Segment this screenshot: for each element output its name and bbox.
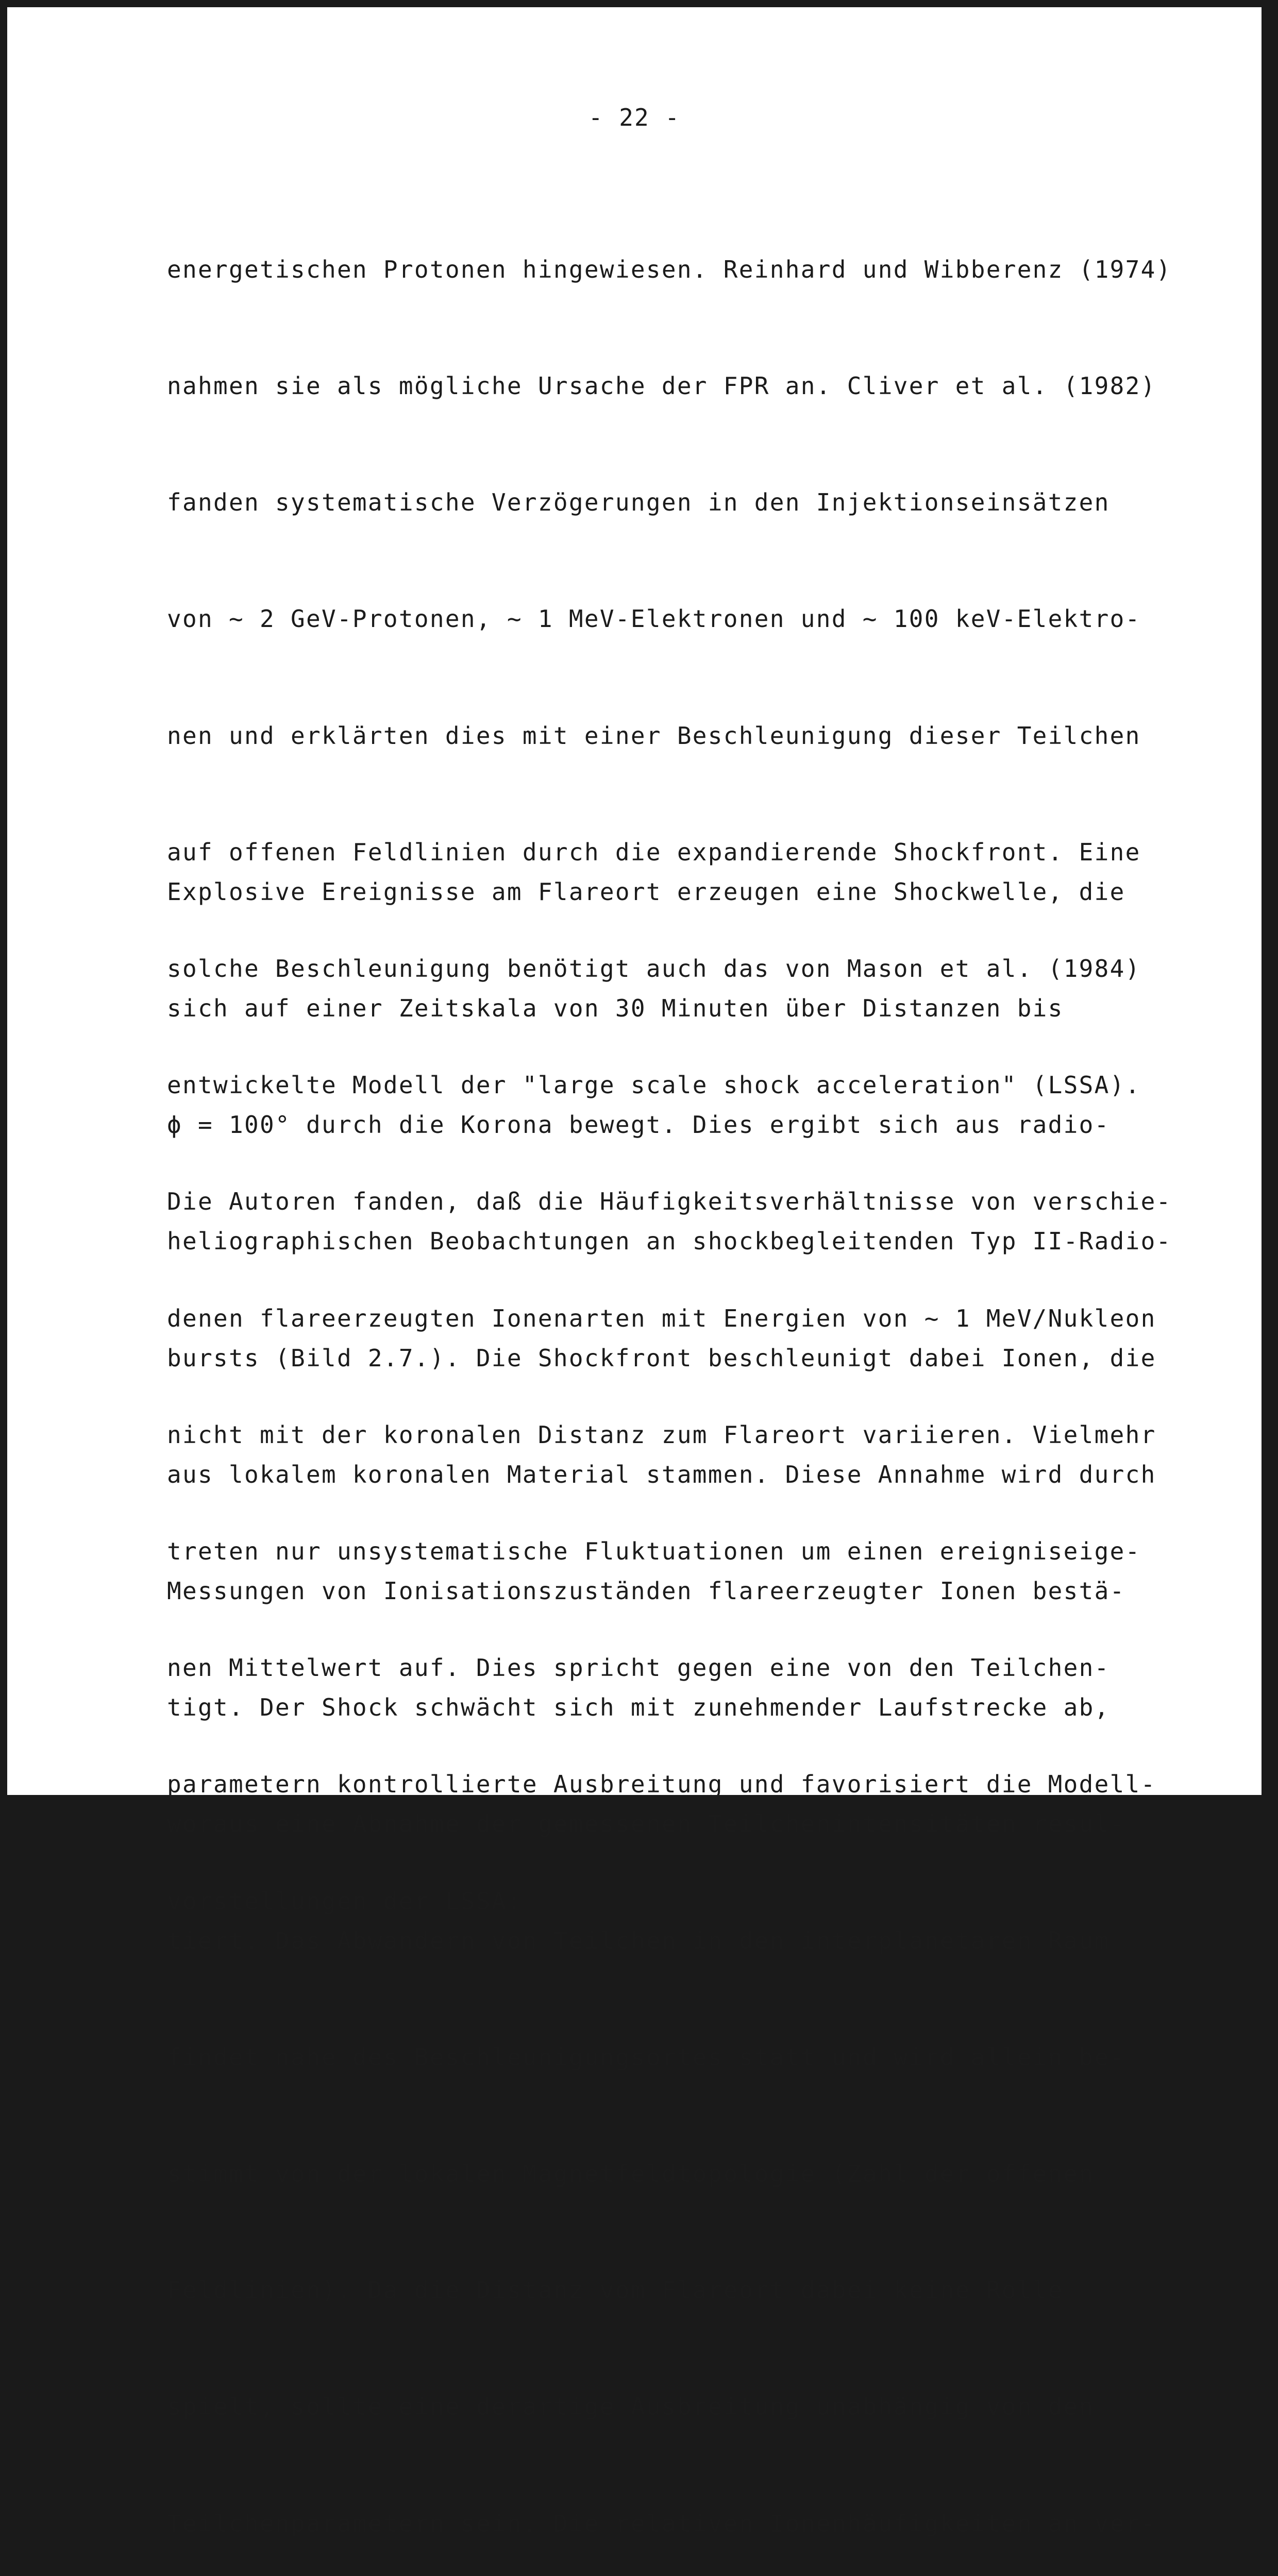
text-line: treten nur unsystematische Fluktuationen um einen ereigniseige-	[167, 1537, 1141, 1566]
document-page	[7, 7, 1262, 2537]
text-line: Explosive Ereignisse am Flareort erzeugen eine Shockwelle, die	[167, 877, 1125, 906]
text-line: entwickelte Modell der "large scale shock acceleration" (LSSA).	[167, 1071, 1141, 1099]
text-line: nicht mit der koronalen Distanz zum Flareort variieren. Vielmehr	[167, 1420, 1156, 1449]
text-line: heliographischen Beobachtungen an shockbegleitenden Typ II-Radio-	[167, 1227, 1172, 1256]
text-line: stimmt von der lokalen Magnetfeldtopologie (Zahl der offenen	[167, 2160, 1095, 2188]
text-line: spielt, sollte eine derartige Ausbreitung unabhängig von den	[167, 2393, 1095, 2421]
text-line: nen und erklärten dies mit einer Beschleunigung dieser Teilchen	[167, 721, 1141, 750]
text-line: von ~ 2 GeV-Protonen, ~ 1 MeV-Elektronen und ~ 100 keV-Elektro-	[167, 605, 1141, 633]
text-line: denen flareerzeugten Ionenarten mit Energien von ~ 1 MeV/Nukleon	[167, 1304, 1156, 1332]
text-line: ϕ = 100° durch die Korona bewegt. Dies ergibt sich aus radio-	[167, 1111, 1110, 1139]
text-line: Die Autoren fanden, daß die Häufigkeitsverhältnisse von verschie-	[167, 1188, 1172, 1216]
paragraph-2	[167, 795, 1172, 2576]
text-line: Feldlinien). Da die Distanz vom Flareort dabei keine Rolle	[167, 2276, 1064, 2304]
text-line: tiert. Das Abwandern von Teilchen in den interplanetaren Raum	[167, 1926, 1110, 1955]
text-line: sich auf einer Zeitskala von 30 Minuten über Distanzen bis	[167, 994, 1064, 1023]
text-line: nahmen sie als mögliche Ursache der FPR an. Cliver et al. (1982)	[167, 372, 1156, 400]
text-line: Messungen von Ionisationszuständen flareerzeugter Ionen bestä-	[167, 1577, 1125, 1605]
text-line: aus lokalem koronalen Material stammen. Diese Annahme wird durch	[167, 1460, 1156, 1488]
text-line: findet nahe des Beschleunigungsortes statt und wird allein be-	[167, 2043, 1125, 2071]
text-line: nen Mittelwert auf. Dies spricht gegen eine von den Teilchen-	[167, 1654, 1110, 1682]
text-line: bursts (Bild 2.7.). Die Shockfront beschleunigt dabei Ionen, die	[167, 1344, 1156, 1372]
text-line: woraus eine Abnahme der gemessenen Teilchenintensitäten resul-	[167, 1810, 1125, 1838]
text-line: Teilchenparametern sein. Die relativen Ionenhäufigkeiten an ver-	[167, 2509, 1156, 2537]
text-line: parametern kontrollierte Ausbreitung und favorisiert die Modell-	[167, 1770, 1156, 1799]
text-line: tigt. Der Shock schwächt sich mit zunehmender Laufstrecke ab,	[167, 1693, 1110, 1722]
text-line: energetischen Protonen hingewiesen. Reinhard und Wibberenz (1974)	[167, 255, 1172, 283]
text-line: solche Beschleunigung benötigt auch das von Mason et al. (1984)	[167, 955, 1141, 983]
text-line: vorstellungen der LSSA:	[167, 1887, 523, 1915]
page-number: - 22 -	[588, 104, 681, 131]
text-line: auf offenen Feldlinien durch die expandierende Shockfront. Eine	[167, 838, 1141, 866]
text-line: fanden systematische Verzögerungen in den Injektionseinsätzen	[167, 488, 1110, 517]
